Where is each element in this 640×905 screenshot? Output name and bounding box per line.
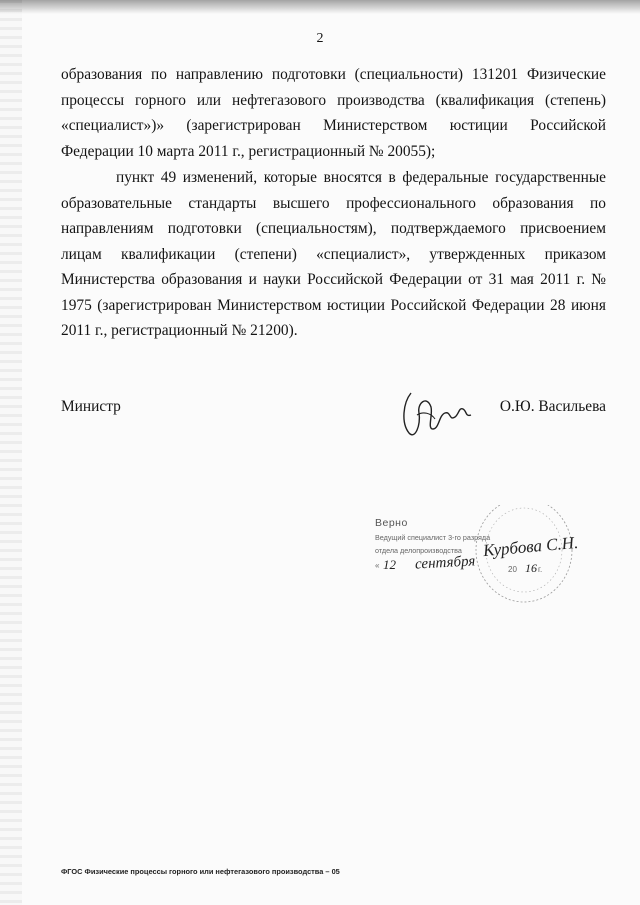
- signatory-title: Министр: [61, 398, 121, 415]
- certification-day: 12: [383, 557, 396, 572]
- signature-row: [61, 398, 606, 438]
- certification-year-unit: г.: [538, 565, 543, 574]
- certification-year-prefix: 20: [508, 565, 517, 574]
- certification-date: [375, 553, 575, 583]
- footer-text: ФГОС Физические процессы горного или нефтегазового производства – 05: [61, 867, 340, 876]
- paragraph-1: образования по направлению подготовки (специальности) 131201 Физические процессы горного или нефтегазового производства (квалификация (степень) «специалист»)» (зарегистрирован Министерством юстиции Российской Федерации 10 марта 2011 г., регистрационный № 20055);: [61, 66, 606, 160]
- scan-edge-top: [0, 0, 640, 14]
- certification-year-suffix: 16: [525, 561, 537, 575]
- handwritten-signature: [397, 385, 477, 445]
- scan-edge-left: [0, 0, 22, 905]
- paragraph-2: пункт 49 изменений, которые вносятся в федеральные государственные образовательные стандарты высшего профессионального образования по направлениям подготовки (специальностям), подтверждаемого присвоением лицам квалификации (степени) «специалист», утвержденных приказом Министерства образования и науки Российской Федерации от 31 мая 2011 г. № 1975 (зарегистрирован Министерством юстиции Российской Федерации 28 июня 2011 г., регистрационный № 21200).: [61, 169, 606, 339]
- date-open-quote: «: [375, 561, 380, 570]
- certification-month: сентября: [414, 553, 476, 573]
- certification-label: Верно: [375, 517, 408, 529]
- certification-signer: Курбова С.Н.: [482, 532, 579, 561]
- signatory-name: О.Ю. Васильева: [499, 398, 606, 415]
- certification-position: Ведущий специалист 3-го разряда: [375, 533, 491, 542]
- page-number: 2: [316, 31, 324, 46]
- certification-department: отдела делопроизводства: [375, 546, 462, 555]
